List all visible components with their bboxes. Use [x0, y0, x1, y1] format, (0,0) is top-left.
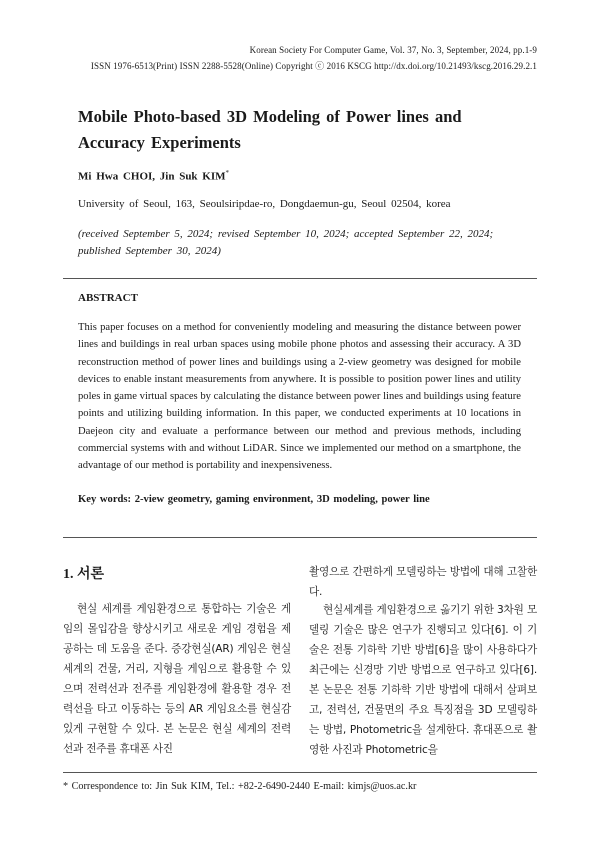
intro-left-column: 현실 세계를 게임환경으로 통합하는 기술은 게임의 몰입감을 향상시키고 새로운 게임 경험을 제공하는 데 도움을 준다. 증강현실(AR) 게임은 현실 세계의 건물, 거리, 지형을 게임으로 활용할 수 있으며 전력선과 전주를 게임환경에 활용할 경우 전력선을 타고 이동하는 등의 AR 게임요소를 현실감있게 구현할 수 있다. 본 논문은 현실 세계의 전력선과 전주를 휴대폰 사진 — [63, 603, 291, 755]
author-names: Mi Hwa CHOI, Jin Suk KIM — [78, 170, 226, 183]
footnote-divider — [63, 772, 537, 773]
intro-right-column: 현실세계를 게임환경으로 옮기기 위한 3차원 모델링 기술은 많은 연구가 진행되고 있다[6]. 이 기술은 전통 기하학 기반 방법[6]을 많이 사용하다가 최근에는 신경망 기반 방법으로 연구하고 있다[6]. 본 논문은 전통 기하학 기반 방법에 대해서 살펴보고, 전력선, 건물면의 주요 특징점을 3D 모델링하는 방법, Photometric을 설계한다. 휴대폰으로 촬영한 사진과 Photometric을 — [309, 604, 537, 756]
abstract-body: This paper focuses on a method for conveniently modeling and measuring the distance between power lines and buildings in real urban spaces using mobile phone photos and assessing their accuracy. A 3D reconstruction method of power lines and buildings using a 2-view geometry was designed for mobile devices to enable instant measurements from anywhere. It is possible to position power lines and utility poles in game virtual spaces by calculating the distance between power lines and buildings using feature points and utilizing building information. In this paper, we conducted experiments at 10 locations in Daejeon city and evaluate a performance between our method and previous methods, including commercial systems with and without LiDAR. Since we implemented our method on a smartphone, the advantage of our method is portability and inexpensiveness. — [78, 322, 521, 472]
keywords: Key words: 2-view geometry, gaming environment, 3D modeling, power line — [78, 494, 430, 505]
submission-dates: (received September 5, 2024; revised September 10, 2024; accepted September 22, 2024; published September 30, 2024) — [78, 228, 494, 257]
paper-title: Mobile Photo-based 3D Modeling of Power lines and Accuracy Experiments — [78, 107, 462, 152]
authors — [78, 169, 229, 183]
section-heading: 1. 서론 — [63, 567, 105, 582]
intro-right-continuation: 촬영으로 간편하게 모델링하는 방법에 대해 고찰한다. — [309, 566, 537, 598]
abstract-heading: ABSTRACT — [78, 292, 138, 304]
divider-bottom — [63, 537, 537, 538]
issn-line: ISSN 1976-6513(Print) ISSN 2288-5528(Online) Copyright ⓒ 2016 KSCG http://dx.doi.org/10.21493/kscg.2016.29.2.1 — [90, 61, 537, 71]
divider-top — [63, 278, 537, 279]
footnote: * Correspondence to: Jin Suk KIM, Tel.: +82-2-6490-2440 E-mail: kimjs@uos.ac.kr — [63, 781, 417, 792]
journal-header: Korean Society For Computer Game, Vol. 37, No. 3, September, 2024, pp.1-9 — [249, 45, 537, 55]
affiliation: University of Seoul, 163, Seoulsiripdae-ro, Dongdaemun-gu, Seoul 02504, korea — [78, 198, 451, 210]
corresponding-mark: * — [225, 169, 230, 177]
